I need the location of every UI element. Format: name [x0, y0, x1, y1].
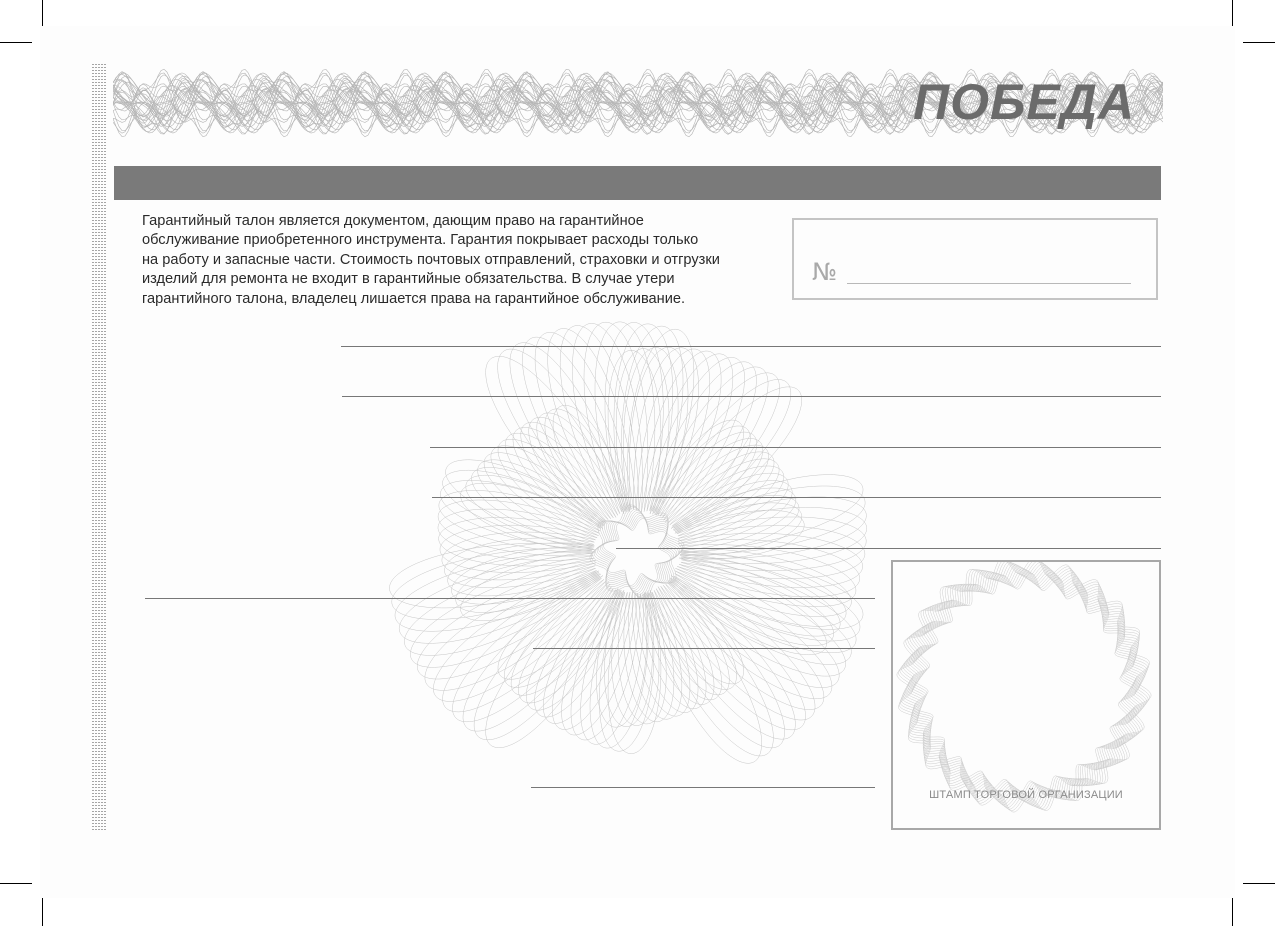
rosette-curve [456, 349, 865, 752]
stamp-box [891, 560, 1161, 830]
stamp-ring-curve [903, 564, 1145, 806]
form-field-line[interactable] [533, 648, 875, 649]
intro-line: изделий для ремонта не входит в гарантийные обязательства. В случае утери [142, 271, 675, 288]
intro-line: на работу и запасные части. Стоимость почтовых отправлений, страховки и отгрузки [142, 251, 720, 268]
crop-mark [1243, 883, 1275, 884]
form-field-line[interactable] [616, 548, 1161, 549]
stamp-ring-curve [912, 573, 1135, 796]
number-sign: № [812, 258, 837, 286]
form-field-line[interactable] [432, 497, 1161, 498]
stamp-ring-curve [900, 562, 1149, 809]
rosette-center [600, 515, 673, 588]
rosette-center [596, 511, 679, 594]
guilloche-rosette [352, 295, 922, 830]
rosette-center [602, 517, 672, 587]
form-field-line[interactable] [145, 598, 875, 599]
crop-mark [42, 894, 43, 926]
warranty-intro-text [142, 212, 782, 309]
rosette-center [604, 519, 671, 586]
rosette-curve [425, 326, 863, 730]
talon-number-box [792, 218, 1158, 300]
crop-mark [1232, 894, 1233, 926]
stamp-label: ШТАМП ТОРГОВОЙ ОРГАНИЗАЦИИ [929, 789, 1123, 801]
stamp-ring-curve [902, 563, 1146, 807]
intro-line: гарантийного талона, владелец лишается права на гарантийное обслуживание. [142, 290, 686, 307]
form-field-line[interactable] [341, 346, 1161, 347]
brand-logo: ПОБЕДА [913, 74, 1135, 130]
title-bar [114, 166, 1161, 200]
rosette-center [594, 509, 680, 595]
crop-mark [0, 42, 32, 43]
stamp-ring-curve [901, 562, 1147, 808]
guilloche-banner [113, 62, 1163, 144]
talon-number-field[interactable] [847, 283, 1131, 284]
rosette-center [590, 505, 684, 599]
rosette-center [599, 514, 676, 591]
form-field-line[interactable] [342, 396, 1161, 397]
stamp-ring-curve [898, 562, 1149, 811]
stamp-ring-curve [904, 565, 1144, 805]
form-field-line[interactable] [531, 787, 875, 788]
stamp-ring-curve [910, 571, 1138, 799]
crop-mark [1243, 42, 1275, 43]
intro-line: Гарантийный талон является документом, дающим право на гарантийное [142, 213, 644, 229]
crop-mark [0, 883, 32, 884]
form-field-line[interactable] [430, 447, 1161, 448]
stamp-ring-curve [897, 562, 1151, 812]
stamp-ring-curve [905, 566, 1143, 804]
intro-line: обслуживание приобретенного инструмента. Гарантия покрывает расходы только [142, 232, 699, 249]
perforation-strip [92, 64, 106, 830]
